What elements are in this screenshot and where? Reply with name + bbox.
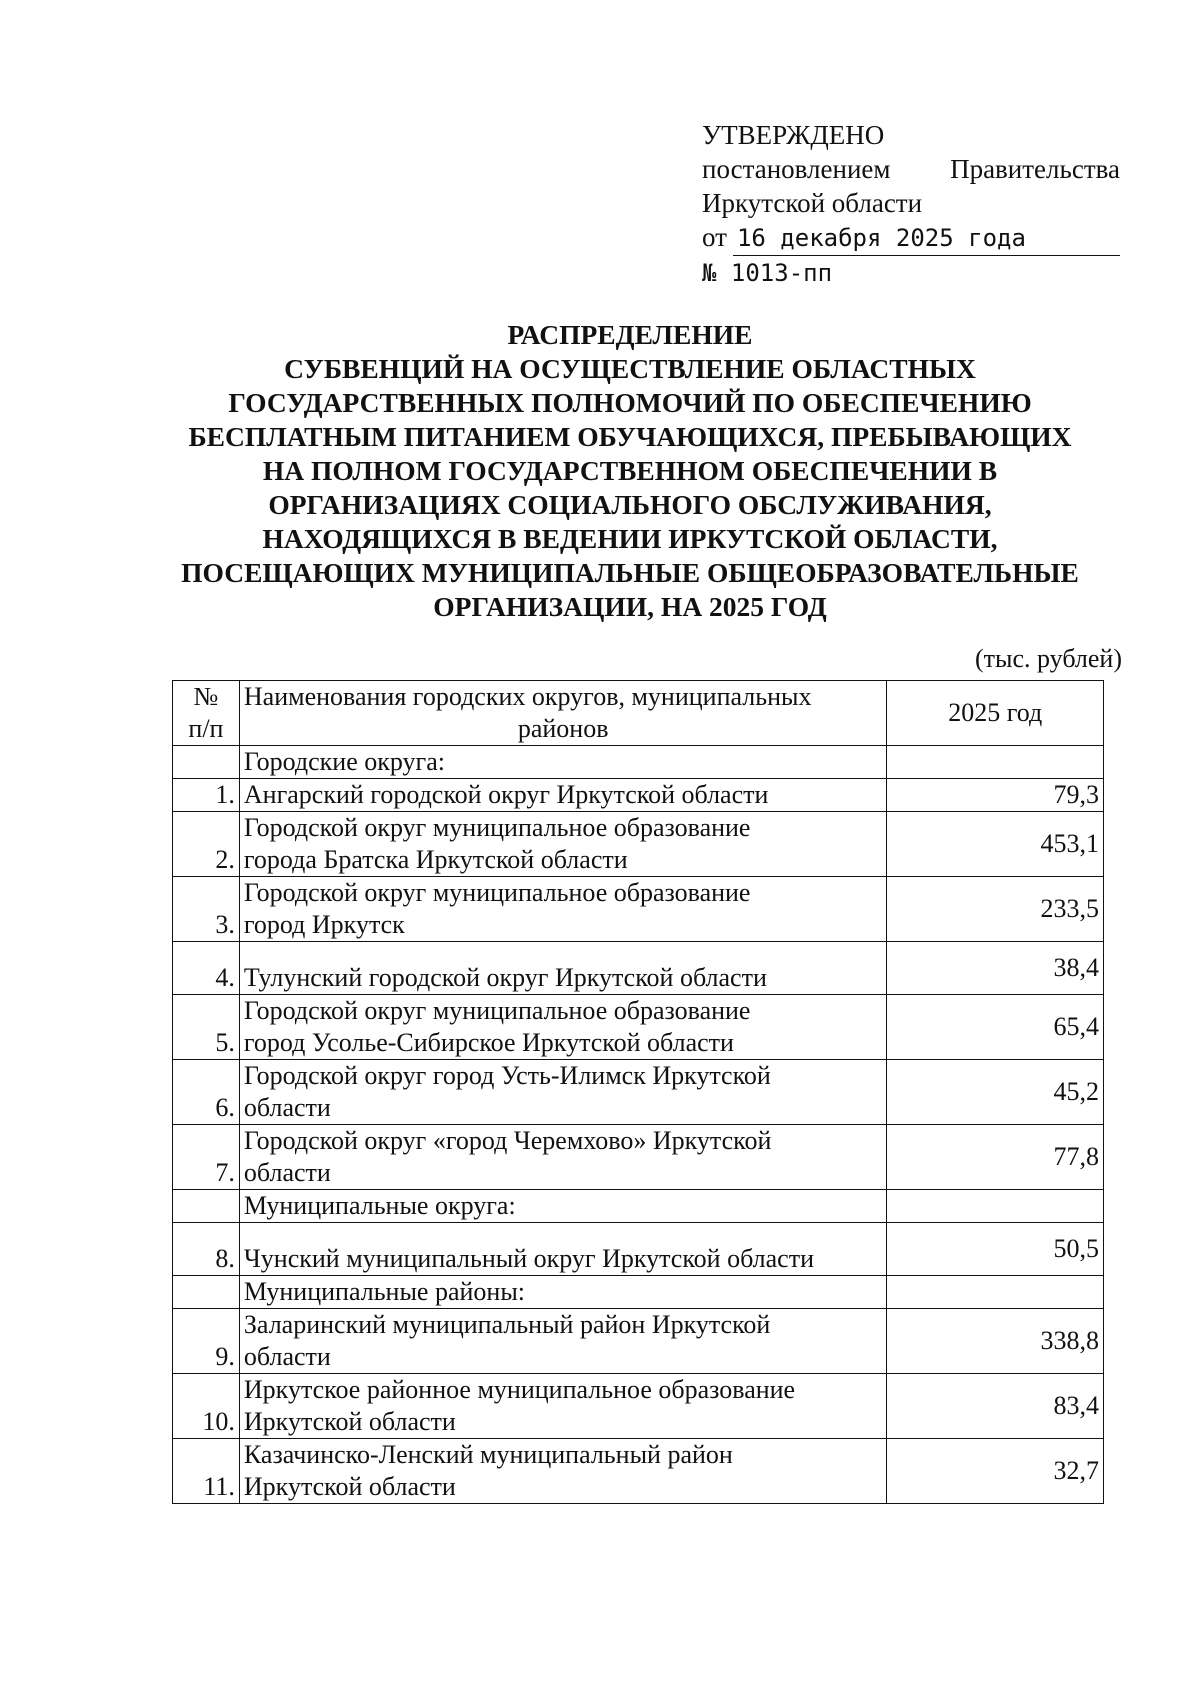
row-name bbox=[239, 1374, 887, 1439]
row-number bbox=[173, 746, 240, 779]
title-line: БЕСПЛАТНЫМ ПИТАНИЕМ ОБУЧАЮЩИХСЯ, ПРЕБЫВАЮЩИХ bbox=[188, 421, 1072, 452]
row-value bbox=[887, 1276, 1104, 1309]
table-row bbox=[173, 877, 1104, 942]
title-line: ОРГАНИЗАЦИЯХ СОЦИАЛЬНОГО ОБСЛУЖИВАНИЯ, bbox=[268, 489, 992, 520]
table-row bbox=[173, 1125, 1104, 1190]
decree-line bbox=[702, 152, 1120, 186]
row-name bbox=[239, 812, 887, 877]
row-name bbox=[239, 877, 887, 942]
table-row bbox=[173, 1309, 1104, 1374]
row-name bbox=[239, 1060, 887, 1125]
document-title bbox=[130, 318, 1130, 624]
government-word: Правительства bbox=[950, 154, 1120, 184]
table-row bbox=[173, 942, 1104, 995]
row-number: 6. bbox=[173, 1060, 240, 1125]
row-value: 45,2 bbox=[887, 1060, 1104, 1125]
row-name-line1: Городской округ муниципальное образование bbox=[243, 813, 751, 842]
row-number: 7. bbox=[173, 1125, 240, 1190]
table-row bbox=[173, 1060, 1104, 1125]
row-name-line1: Казачинско-Ленский муниципальный район bbox=[243, 1440, 733, 1469]
approval-region: Иркутской области bbox=[702, 188, 923, 218]
row-name-line2: области bbox=[243, 1093, 331, 1122]
row-number: 4. bbox=[173, 942, 240, 995]
row-number: 2. bbox=[173, 812, 240, 877]
approval-stamp: УТВЕРЖДЕНО bbox=[702, 120, 885, 150]
section-row bbox=[173, 1190, 1104, 1223]
table-row bbox=[173, 1439, 1104, 1504]
row-number bbox=[173, 1190, 240, 1223]
row-number: 1. bbox=[173, 779, 240, 812]
row-name-line1: Иркутское районное муниципальное образование bbox=[243, 1375, 796, 1404]
row-name: Чунский муниципальный округ Иркутской области bbox=[239, 1223, 887, 1276]
row-number: 3. bbox=[173, 877, 240, 942]
table-row bbox=[173, 812, 1104, 877]
header-name-line1: Наименования городских округов, муниципальных bbox=[243, 682, 812, 711]
row-number: 8. bbox=[173, 1223, 240, 1276]
row-name: Городские округа: bbox=[239, 746, 887, 779]
row-number: 11. bbox=[173, 1439, 240, 1504]
row-name-line2: области bbox=[243, 1158, 331, 1187]
row-name-line2: Иркутской области bbox=[243, 1407, 456, 1436]
row-name-line2: Иркутской области bbox=[243, 1472, 456, 1501]
table-row bbox=[173, 995, 1104, 1060]
row-number: 5. bbox=[173, 995, 240, 1060]
row-name-line1: Городской округ муниципальное образование bbox=[243, 996, 751, 1025]
row-number bbox=[173, 1276, 240, 1309]
row-value: 83,4 bbox=[887, 1374, 1104, 1439]
title-line: РАСПРЕДЕЛЕНИЕ bbox=[507, 319, 753, 350]
table-body bbox=[173, 746, 1104, 1504]
row-name-line1: Городской округ муниципальное образование bbox=[243, 878, 751, 907]
row-value: 338,8 bbox=[887, 1309, 1104, 1374]
row-value bbox=[887, 746, 1104, 779]
row-name: Муниципальные районы: bbox=[239, 1276, 887, 1309]
title-line: ОРГАНИЗАЦИИ, НА 2025 ГОД bbox=[433, 591, 827, 622]
row-value: 453,1 bbox=[887, 812, 1104, 877]
distribution-table bbox=[172, 680, 1104, 1504]
row-name: Муниципальные округа: bbox=[239, 1190, 887, 1223]
row-value: 50,5 bbox=[887, 1223, 1104, 1276]
decree-word: постановлением bbox=[702, 154, 891, 184]
row-value bbox=[887, 1190, 1104, 1223]
row-value: 38,4 bbox=[887, 942, 1104, 995]
row-name: Тулунский городской округ Иркутской области bbox=[239, 942, 887, 995]
row-value: 32,7 bbox=[887, 1439, 1104, 1504]
approval-block bbox=[702, 118, 1122, 290]
row-name-line2: города Братска Иркутской области bbox=[243, 845, 628, 874]
row-value: 65,4 bbox=[887, 995, 1104, 1060]
table-row bbox=[173, 1223, 1104, 1276]
title-line: ПОСЕЩАЮЩИХ МУНИЦИПАЛЬНЫЕ ОБЩЕОБРАЗОВАТЕЛЬНЫЕ bbox=[181, 557, 1079, 588]
units-label: (тыс. рублей) bbox=[974, 644, 1122, 673]
row-name-line2: области bbox=[243, 1342, 331, 1371]
row-value: 233,5 bbox=[887, 877, 1104, 942]
header-name-line2: районов bbox=[517, 714, 609, 743]
row-number: 9. bbox=[173, 1309, 240, 1374]
section-row bbox=[173, 746, 1104, 779]
table-row bbox=[173, 1374, 1104, 1439]
title-line: СУБВЕНЦИЙ НА ОСУЩЕСТВЛЕНИЕ ОБЛАСТНЫХ bbox=[284, 353, 976, 384]
row-name-line1: Городской округ «город Черемхово» Иркутской bbox=[243, 1126, 772, 1155]
header-name bbox=[239, 681, 887, 746]
row-name bbox=[239, 1439, 887, 1504]
row-name bbox=[239, 1309, 887, 1374]
row-name-line1: Заларинский муниципальный район Иркутской bbox=[243, 1310, 771, 1339]
row-name: Ангарский городской округ Иркутской области bbox=[239, 779, 887, 812]
row-value: 79,3 bbox=[887, 779, 1104, 812]
row-name-line2: город Иркутск bbox=[243, 910, 405, 939]
table-header-row bbox=[173, 681, 1104, 746]
decree-date: 16 декабря 2025 года bbox=[733, 221, 1120, 256]
section-row bbox=[173, 1276, 1104, 1309]
title-line: НА ПОЛНОМ ГОСУДАРСТВЕННОМ ОБЕСПЕЧЕНИИ В bbox=[262, 455, 998, 486]
row-name bbox=[239, 995, 887, 1060]
row-name-line1: Городской округ город Усть-Илимск Иркутской bbox=[243, 1061, 771, 1090]
title-line: ГОСУДАРСТВЕННЫХ ПОЛНОМОЧИЙ ПО ОБЕСПЕЧЕНИЮ bbox=[228, 387, 1032, 418]
row-name bbox=[239, 1125, 887, 1190]
header-number-line1: № bbox=[193, 682, 219, 711]
row-value: 77,8 bbox=[887, 1125, 1104, 1190]
header-number bbox=[173, 681, 240, 746]
table-row bbox=[173, 779, 1104, 812]
date-line bbox=[702, 220, 1120, 256]
row-number: 10. bbox=[173, 1374, 240, 1439]
from-label: от bbox=[702, 222, 727, 252]
header-value: 2025 год bbox=[887, 681, 1104, 746]
row-name-line2: город Усолье-Сибирское Иркутской области bbox=[243, 1028, 734, 1057]
title-line: НАХОДЯЩИХСЯ В ВЕДЕНИИ ИРКУТСКОЙ ОБЛАСТИ, bbox=[262, 523, 998, 554]
header-number-line2: п/п bbox=[188, 714, 224, 743]
decree-number: № 1013-пп bbox=[702, 259, 833, 287]
